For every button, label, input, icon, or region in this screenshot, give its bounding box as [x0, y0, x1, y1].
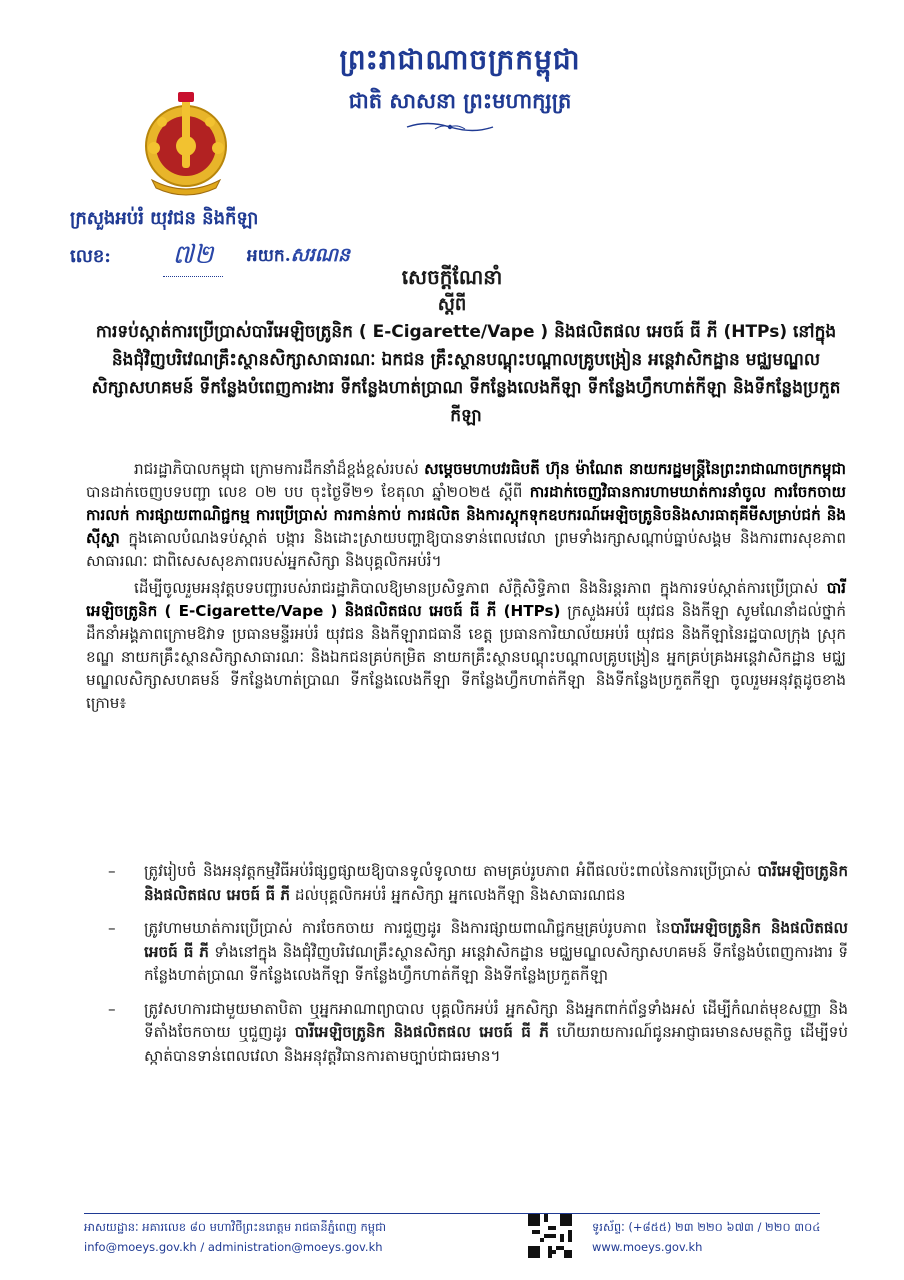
bullet-2-bold: បារីអេឡិចត្រូនិក និងផលិតផល អេចធ៍ ធី ភី — [144, 919, 848, 961]
bullet-2-text-c: ទាំងនៅក្នុង និងជុំវិញបរិវេណគ្រឹះស្ថានសិក្សា អន្តេវាសិកដ្ឋាន មជ្ឈមណ្ឌលសិក្សាសហគមន៍ ទីកន្លែងបំពេញការងារ ទីកន្លែងហាត់ប្រាណ ទីកន្លែងលេងកីឡា ទីកន្លែងហ្វឹកហាត់កីឡា និងទីកន្លែងប្រកួតកីឡា — [144, 942, 848, 984]
p1-text-c: បានដាក់ចេញបទបញ្ជា លេខ ០២ បប ចុះថ្ងៃទី២១ ខែតុលា ឆ្នាំ២០២៥ ស្តីពី — [86, 483, 530, 501]
ref-code-prefix: អយក. — [246, 246, 291, 266]
bullet-3-text-c: ហើយរាយការណ៍ជូនអាជ្ញាធរមានសមត្ថកិច្ច ដើម្បីទប់ស្កាត់បានទាន់ពេលវេលា និងអនុវត្តវិធានការតាមច្បាប់ជាធរមាន។ — [144, 1023, 849, 1065]
footer-phone: ទូរស័ព្ទៈ (+៨៥៥) ២៣ ២២០ ៦៧៣ / ២២០ ៣០៤ — [592, 1220, 821, 1234]
footer-email: info@moeys.gov.kh / administration@moeys.gov.kh — [84, 1240, 383, 1254]
ministry-emblem-icon — [132, 88, 240, 200]
footer-website: www.moeys.gov.kh — [592, 1240, 703, 1254]
p2-text-a: ដើម្បីចូលរួមអនុវត្តបទបញ្ជារបស់រាជរដ្ឋាភិបាលឱ្យមានប្រសិទ្ធភាព ស័ក្តិសិទ្ធិភាព និងនិរន្តរភាព ក្នុងការទប់ស្កាត់ការប្រើប្រាស់ — [134, 579, 827, 597]
bullet-3-bold: បារីអេឡិចត្រូនិក និងផលិតផល អេចធ៍ ធី ភី — [294, 1023, 549, 1041]
bullet-3-text-a: ត្រូវសហការជាមួយមាតាបិតា ឬអ្នកអាណាព្យាបាល បុគ្គលិកអប់រំ អ្នកសិក្សា និងអ្នកពាក់ព័ន្ធទាំងអស់ ដើម្បីកំណត់មុខសញ្ញា និងទីតាំងចែកចាយ ឬជួញដូរ — [144, 999, 848, 1041]
p1-text-e: ក្នុងគោលបំណងទប់ស្កាត់ បង្ការ និងដោះស្រាយបញ្ហាឱ្យបានទាន់ពេលវេលា ព្រមទាំងរក្សាសណ្តាប់ធ្នាប់សង្គម និងការពារសុខភាពសាធារណៈ ជាពិសេសសុខភាពរបស់អ្នកសិក្សា និងបុគ្គលិកអប់រំ។ — [86, 529, 846, 570]
p1-bold-d: ការដាក់ចេញវិធានការហាមឃាត់ការនាំចូល ការចែកចាយ ការលក់ ការផ្សាយពាណិជ្ជកម្ម ការប្រើប្រាស់ ការកាន់កាប់ ការផលិត និងការស្តុកទុកឧបករណ៍អេឡិចត្រូនិចនិងសារធាតុគីមីសម្រាប់ជក់ និងស៊ីស្ហា — [86, 483, 846, 547]
footer-address: អាសយដ្ឋានៈ អគារលេខ ៨០ មហាវិថីព្រះនរោត្តម រាជធានីភ្នំពេញ កម្ពុជា — [84, 1220, 387, 1234]
ornament-divider-icon — [405, 120, 495, 134]
national-motto: ជាតិ សាសនា ព្រះមហាក្សត្រ — [348, 88, 572, 113]
document-about: ស្តីពី — [437, 294, 467, 315]
bullet-1-bold: បារីអេឡិចត្រូនិក និងផលិតផល អេចធ៍ ធី ភី — [144, 862, 848, 904]
ref-code-handwritten: សរណន — [290, 244, 350, 266]
dash-icon: – — [108, 862, 116, 880]
p2-bold-b: បារីអេឡិចត្រូនិក ( E-Cigarette/Vape ) និងផលិតផល អេចធ៍ ធី ភី (HTPs) — [86, 579, 846, 620]
document-type: សេចក្តីណែនាំ — [401, 265, 503, 289]
list-item — [108, 917, 848, 988]
p1-text-a: រាជរដ្ឋាភិបាលកម្ពុជា ក្រោមការដឹកនាំដ៏ខ្ពង់ខ្ពស់របស់ — [134, 460, 425, 478]
document-title: ការទប់ស្កាត់ការប្រើប្រាស់បារីអេឡិចត្រូនិក ( E-Cigarette/Vape ) និងផលិតផល អេចធ៍ ធី ភី (HTPs) នៅក្នុង និងជុំវិញបរិវេណគ្រឹះស្ថានសិក្សាសាធារណៈ ឯកជន គ្រឹះស្ថានបណ្តុះបណ្តាលគ្រូបង្រៀន អន្តេវាសិកដ្ឋាន មជ្ឈមណ្ឌលសិក្សាសហគមន៍ ទីកន្លែងបំពេញការងារ ទីកន្លែងហាត់ប្រាណ ទីកន្លែងលេងកីឡា ទីកន្លែងហ្វឹកហាត់កីឡា និងទីកន្លែងប្រកួតកីឡា — [91, 322, 841, 426]
qr-code-icon — [528, 1214, 572, 1258]
ministry-name: ក្រសួងអប់រំ យុវជន និងកីឡា — [70, 208, 259, 229]
bullet-1-text-c: ដល់បុគ្គលិកអប់រំ អ្នកសិក្សា អ្នកលេងកីឡា និងសាធារណជន — [290, 885, 626, 904]
dash-icon: – — [108, 919, 116, 937]
ref-number: ៧២ — [163, 238, 223, 277]
bullet-list — [108, 860, 849, 1078]
dash-icon: – — [108, 999, 116, 1018]
p1-bold-b: សម្តេចមហាបវរធិបតី ហ៊ុន ម៉ាណែត នាយករដ្ឋមន្ត្រីនៃព្រះរាជាណាចក្រកម្ពុជា — [424, 460, 846, 478]
paragraph-1 — [86, 458, 846, 573]
list-item — [108, 998, 849, 1069]
kingdom-heading: ព្រះរាជាណាចក្រកម្ពុជា — [339, 43, 581, 76]
document-body — [86, 458, 846, 719]
paragraph-2 — [86, 577, 846, 715]
list-item — [108, 860, 848, 907]
bullet-2-text-a: ត្រូវហាមឃាត់ការប្រើប្រាស់ ការចែកចាយ ការជួញដូរ និងការផ្សាយពាណិជ្ជកម្មគ្រប់រូបភាព នៃ — [144, 919, 671, 937]
ref-label: លេខ: — [70, 245, 111, 267]
p2-text-c: ក្រសួងអប់រំ យុវជន និងកីឡា សូមណែនាំដល់ថ្នាក់ដឹកនាំអង្គភាពក្រោមឱវាទ ប្រធានមន្ទីរអប់រំ យុវជន និងកីឡារាជធានី ខេត្ត ប្រធានការិយាល័យអប់រំ យុវជន និងកីឡានៃរដ្ឋបាលក្រុង ស្រុក ខណ្ឌ នាយកគ្រឹះស្ថានសិក្សាសាធារណៈ និងឯកជនគ្រប់កម្រិត នាយកគ្រឹះស្ថានបណ្តុះបណ្តាលគ្រូបង្រៀន អ្នកគ្រប់គ្រងអន្តេវាសិកដ្ឋាន មជ្ឈមណ្ឌលសិក្សាសហគមន៍ ទីកន្លែងហាត់ប្រាណ ទីកន្លែងលេងកីឡា ទីកន្លែងហ្វឹកហាត់កីឡា និងទីកន្លែងប្រកួតកីឡា ចូលរួមអនុវត្តដូចខាងក្រោម៖ — [86, 602, 846, 712]
footer-divider — [84, 1213, 820, 1214]
bullet-1-text-a: ត្រូវរៀបចំ និងអនុវត្តកម្មវិធីអប់រំផ្សព្វផ្សាយឱ្យបានទូលំទូលាយ តាមគ្រប់រូបភាព អំពីផលប៉ះពាល់នៃការប្រើប្រាស់ — [144, 862, 758, 880]
